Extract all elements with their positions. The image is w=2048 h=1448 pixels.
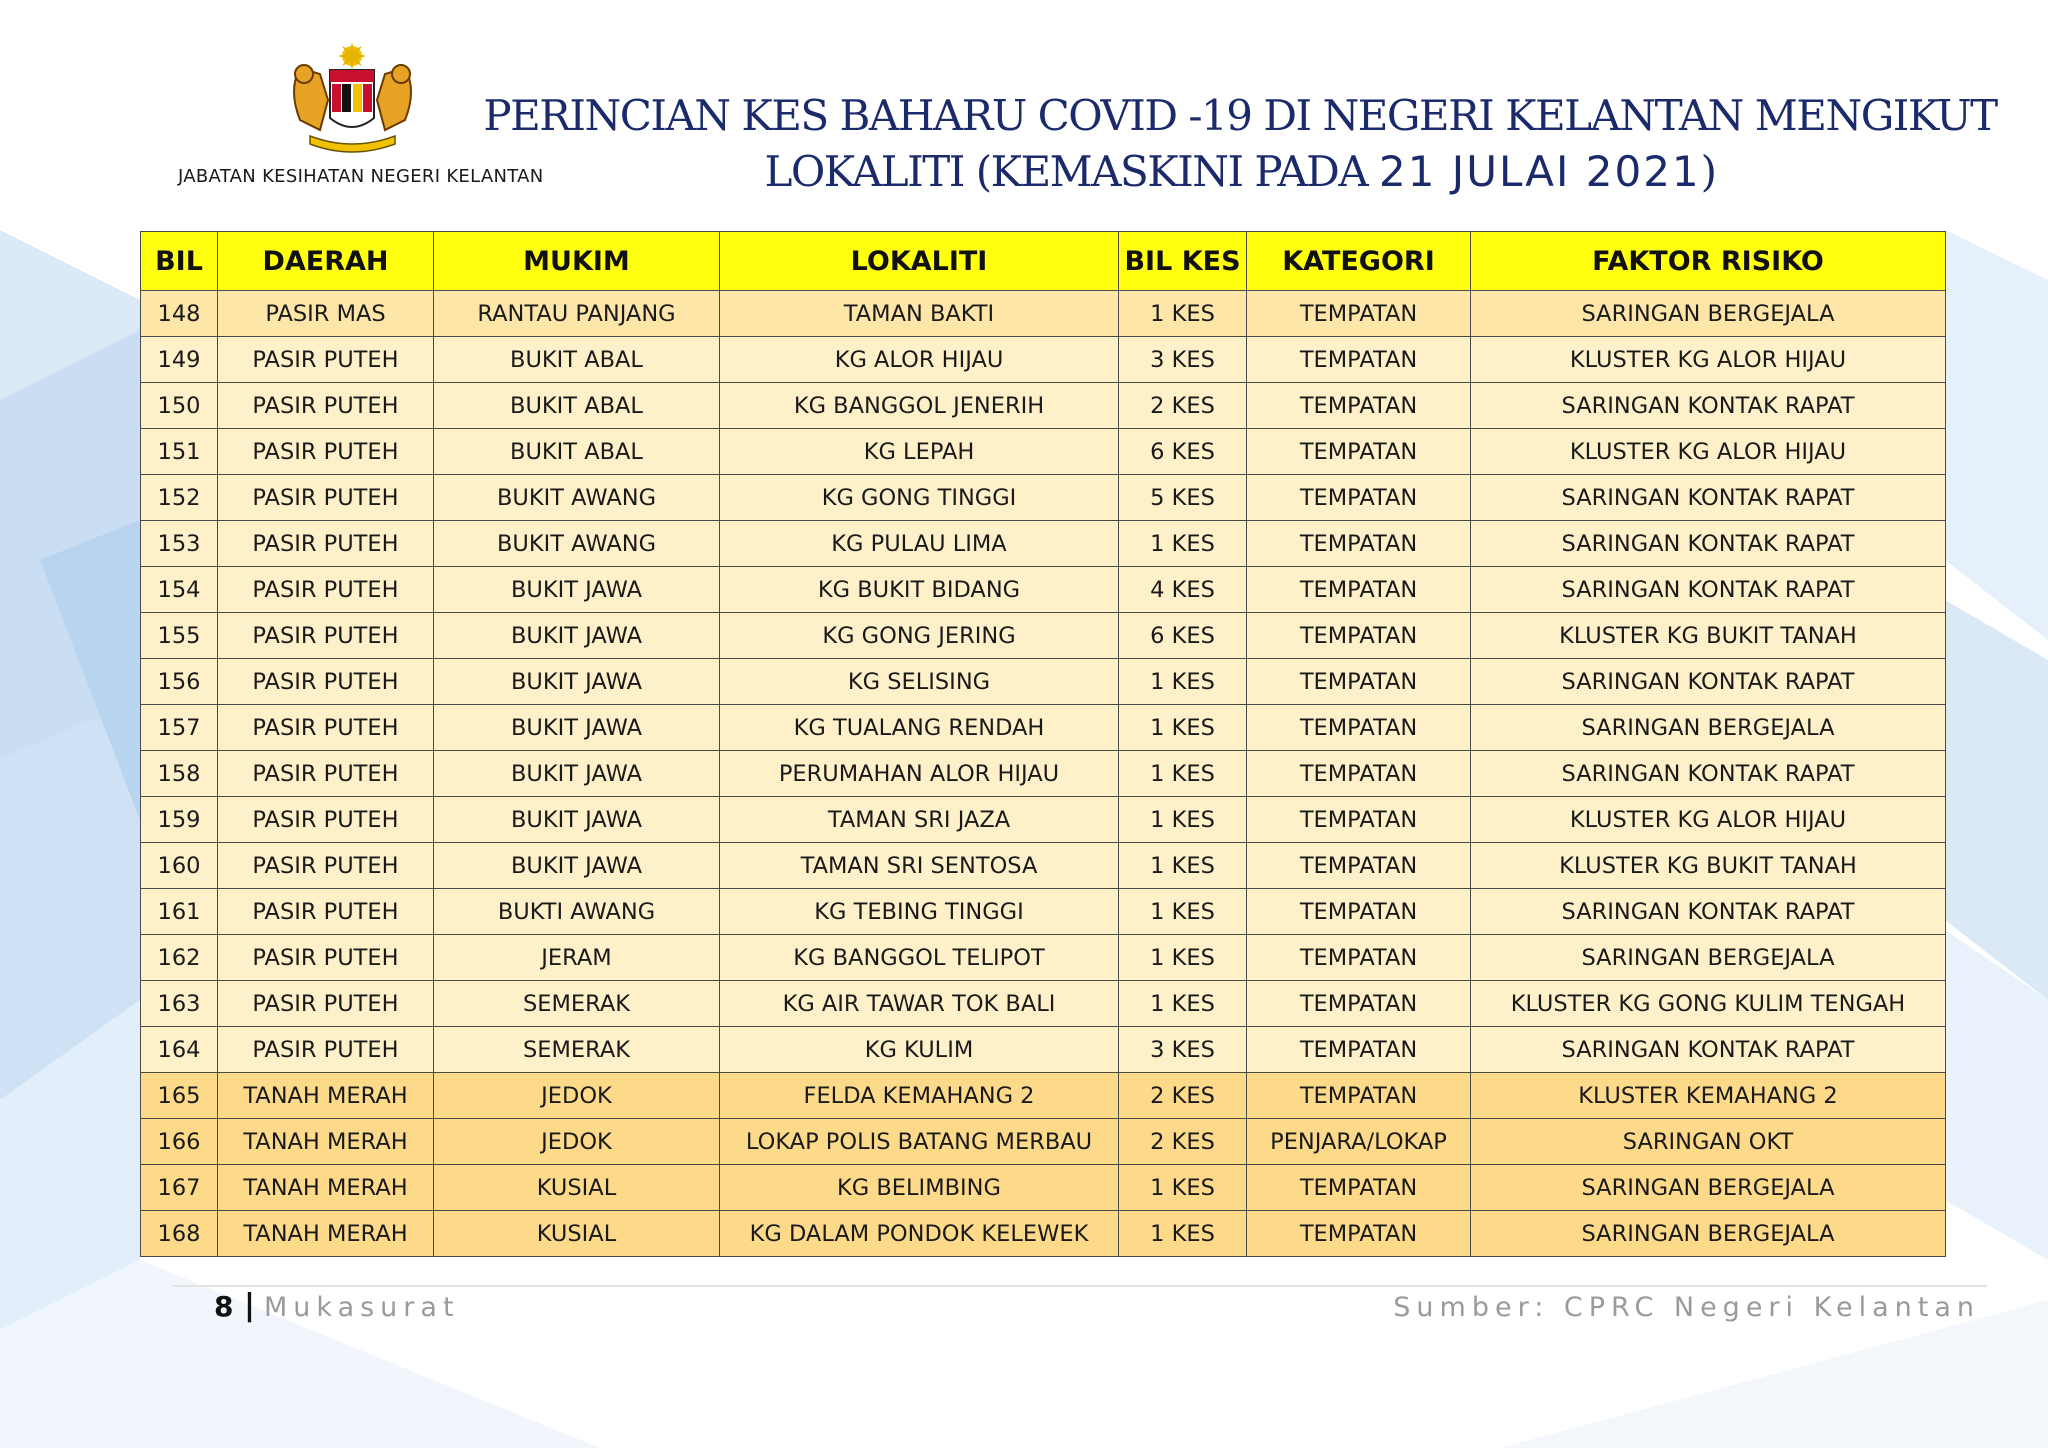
table-row (141, 567, 1946, 613)
cell-lokaliti: KG PULAU LIMA (720, 521, 1119, 567)
cell-bil-kes: 3 KES (1119, 1027, 1247, 1073)
cell-bil-kes: 1 KES (1119, 935, 1247, 981)
cell-faktor-risiko: SARINGAN BERGEJALA (1471, 935, 1946, 981)
col-header-lokaliti: LOKALITI (720, 232, 1119, 291)
cell-kategori: TEMPATAN (1247, 889, 1471, 935)
table-row (141, 613, 1946, 659)
cell-bil: 152 (141, 475, 218, 521)
table-row (141, 843, 1946, 889)
cell-daerah: PASIR PUTEH (218, 613, 434, 659)
table-row (141, 659, 1946, 705)
cell-faktor-risiko: KLUSTER KG ALOR HIJAU (1471, 797, 1946, 843)
cell-lokaliti: KG KULIM (720, 1027, 1119, 1073)
cell-lokaliti: LOKAP POLIS BATANG MERBAU (720, 1119, 1119, 1165)
cell-kategori: TEMPATAN (1247, 383, 1471, 429)
cell-bil-kes: 1 KES (1119, 291, 1247, 337)
cell-bil: 158 (141, 751, 218, 797)
cell-daerah: TANAH MERAH (218, 1165, 434, 1211)
cell-mukim: BUKIT JAWA (434, 613, 720, 659)
table-row (141, 1027, 1946, 1073)
col-header-faktor-risiko: FAKTOR RISIKO (1471, 232, 1946, 291)
cell-bil-kes: 1 KES (1119, 1211, 1247, 1257)
table-body (141, 291, 1946, 1257)
cell-daerah: TANAH MERAH (218, 1119, 434, 1165)
cell-daerah: PASIR PUTEH (218, 797, 434, 843)
page-header (0, 0, 2048, 225)
cell-daerah: PASIR PUTEH (218, 475, 434, 521)
table-row (141, 429, 1946, 475)
cell-bil: 153 (141, 521, 218, 567)
cell-daerah: PASIR PUTEH (218, 521, 434, 567)
cell-faktor-risiko: SARINGAN KONTAK RAPAT (1471, 659, 1946, 705)
cell-daerah: PASIR PUTEH (218, 383, 434, 429)
cell-bil-kes: 1 KES (1119, 659, 1247, 705)
cell-bil-kes: 4 KES (1119, 567, 1247, 613)
cell-daerah: PASIR MAS (218, 291, 434, 337)
cell-bil-kes: 6 KES (1119, 613, 1247, 659)
table-row (141, 1073, 1946, 1119)
cell-faktor-risiko: KLUSTER KG ALOR HIJAU (1471, 337, 1946, 383)
cell-faktor-risiko: SARINGAN KONTAK RAPAT (1471, 889, 1946, 935)
cell-faktor-risiko: SARINGAN BERGEJALA (1471, 1211, 1946, 1257)
cell-bil: 160 (141, 843, 218, 889)
cell-mukim: BUKIT ABAL (434, 383, 720, 429)
cell-mukim: BUKIT JAWA (434, 705, 720, 751)
cell-lokaliti: FELDA KEMAHANG 2 (720, 1073, 1119, 1119)
page-label: Mukasurat (264, 1292, 460, 1323)
cell-daerah: PASIR PUTEH (218, 843, 434, 889)
cell-kategori: TEMPATAN (1247, 521, 1471, 567)
table-row (141, 1119, 1946, 1165)
cell-faktor-risiko: SARINGAN KONTAK RAPAT (1471, 521, 1946, 567)
cell-faktor-risiko: SARINGAN KONTAK RAPAT (1471, 1027, 1946, 1073)
cell-bil: 157 (141, 705, 218, 751)
cell-mukim: BUKIT ABAL (434, 337, 720, 383)
cell-bil: 155 (141, 613, 218, 659)
cell-bil: 156 (141, 659, 218, 705)
cell-bil-kes: 1 KES (1119, 1165, 1247, 1211)
cell-kategori: TEMPATAN (1247, 843, 1471, 889)
cell-mukim: SEMERAK (434, 1027, 720, 1073)
col-header-bil-kes: BIL KES (1119, 232, 1247, 291)
table-row (141, 291, 1946, 337)
cell-lokaliti: KG BELIMBING (720, 1165, 1119, 1211)
cell-bil: 168 (141, 1211, 218, 1257)
table-row (141, 889, 1946, 935)
page-number: 8 (214, 1290, 234, 1323)
cell-mukim: BUKIT JAWA (434, 659, 720, 705)
cell-kategori: TEMPATAN (1247, 475, 1471, 521)
cell-kategori: TEMPATAN (1247, 981, 1471, 1027)
cell-bil: 150 (141, 383, 218, 429)
cell-mukim: SEMERAK (434, 981, 720, 1027)
cell-mukim: BUKIT ABAL (434, 429, 720, 475)
cases-table (140, 231, 1946, 1257)
table-row (141, 521, 1946, 567)
cell-mukim: BUKIT JAWA (434, 797, 720, 843)
cell-kategori: TEMPATAN (1247, 751, 1471, 797)
cell-bil: 167 (141, 1165, 218, 1211)
cell-kategori: TEMPATAN (1247, 337, 1471, 383)
cell-faktor-risiko: SARINGAN KONTAK RAPAT (1471, 567, 1946, 613)
cell-mukim: BUKIT AWANG (434, 521, 720, 567)
cell-lokaliti: KG BANGGOL TELIPOT (720, 935, 1119, 981)
table-header-row (141, 232, 1946, 291)
cell-faktor-risiko: KLUSTER KG GONG KULIM TENGAH (1471, 981, 1946, 1027)
cell-faktor-risiko: SARINGAN OKT (1471, 1119, 1946, 1165)
cell-daerah: PASIR PUTEH (218, 981, 434, 1027)
cell-lokaliti: KG BANGGOL JENERIH (720, 383, 1119, 429)
table-row (141, 797, 1946, 843)
table-row (141, 751, 1946, 797)
cell-faktor-risiko: SARINGAN BERGEJALA (1471, 705, 1946, 751)
cell-bil-kes: 2 KES (1119, 383, 1247, 429)
table-row (141, 383, 1946, 429)
table-row (141, 981, 1946, 1027)
cell-lokaliti: KG LEPAH (720, 429, 1119, 475)
cell-lokaliti: KG SELISING (720, 659, 1119, 705)
cell-bil-kes: 2 KES (1119, 1119, 1247, 1165)
cell-lokaliti: TAMAN SRI SENTOSA (720, 843, 1119, 889)
cell-bil-kes: 5 KES (1119, 475, 1247, 521)
table-row (141, 475, 1946, 521)
table-row (141, 705, 1946, 751)
cell-faktor-risiko: KLUSTER KG BUKIT TANAH (1471, 843, 1946, 889)
cell-mukim: JERAM (434, 935, 720, 981)
cell-mukim: JEDOK (434, 1119, 720, 1165)
table-row (141, 337, 1946, 383)
cell-lokaliti: KG ALOR HIJAU (720, 337, 1119, 383)
cell-bil: 162 (141, 935, 218, 981)
cell-daerah: PASIR PUTEH (218, 567, 434, 613)
cell-mukim: KUSIAL (434, 1211, 720, 1257)
cell-kategori: PENJARA/LOKAP (1247, 1119, 1471, 1165)
col-header-mukim: MUKIM (434, 232, 720, 291)
cell-kategori: TEMPATAN (1247, 1073, 1471, 1119)
cell-mukim: BUKIT AWANG (434, 475, 720, 521)
col-header-daerah: DAERAH (218, 232, 434, 291)
cell-bil-kes: 1 KES (1119, 889, 1247, 935)
cell-lokaliti: KG BUKIT BIDANG (720, 567, 1119, 613)
cell-kategori: TEMPATAN (1247, 659, 1471, 705)
cell-bil-kes: 3 KES (1119, 337, 1247, 383)
cell-bil: 151 (141, 429, 218, 475)
cell-kategori: TEMPATAN (1247, 291, 1471, 337)
cell-bil: 161 (141, 889, 218, 935)
cell-lokaliti: TAMAN BAKTI (720, 291, 1119, 337)
cell-faktor-risiko: KLUSTER KG BUKIT TANAH (1471, 613, 1946, 659)
cell-bil-kes: 1 KES (1119, 797, 1247, 843)
cell-daerah: TANAH MERAH (218, 1211, 434, 1257)
page-separator: | (244, 1288, 255, 1323)
title-line-2 (470, 144, 2010, 200)
cell-mukim: JEDOK (434, 1073, 720, 1119)
cell-kategori: TEMPATAN (1247, 705, 1471, 751)
cell-bil: 165 (141, 1073, 218, 1119)
cell-daerah: PASIR PUTEH (218, 935, 434, 981)
cell-bil-kes: 1 KES (1119, 981, 1247, 1027)
cell-lokaliti: KG TUALANG RENDAH (720, 705, 1119, 751)
cell-bil-kes: 1 KES (1119, 843, 1247, 889)
cell-kategori: TEMPATAN (1247, 1211, 1471, 1257)
footer-divider (172, 1285, 1987, 1287)
col-header-kategori: KATEGORI (1247, 232, 1471, 291)
cell-bil: 166 (141, 1119, 218, 1165)
cell-kategori: TEMPATAN (1247, 797, 1471, 843)
cell-daerah: PASIR PUTEH (218, 659, 434, 705)
cell-kategori: TEMPATAN (1247, 429, 1471, 475)
title-line-1: PERINCIAN KES BAHARU COVID -19 DI NEGERI KELANTAN MENGIKUT (483, 91, 1997, 140)
cell-daerah: PASIR PUTEH (218, 705, 434, 751)
cell-faktor-risiko: SARINGAN KONTAK RAPAT (1471, 383, 1946, 429)
cell-lokaliti: KG GONG JERING (720, 613, 1119, 659)
title-suffix: ) (1700, 147, 1716, 196)
cell-bil-kes: 6 KES (1119, 429, 1247, 475)
cell-mukim: BUKTI AWANG (434, 889, 720, 935)
cell-faktor-risiko: KLUSTER KEMAHANG 2 (1471, 1073, 1946, 1119)
cell-mukim: BUKIT JAWA (434, 567, 720, 613)
cell-mukim: BUKIT JAWA (434, 751, 720, 797)
cell-bil: 148 (141, 291, 218, 337)
cell-daerah: PASIR PUTEH (218, 751, 434, 797)
source-credit: Sumber: CPRC Negeri Kelantan (1393, 1292, 1980, 1323)
cell-faktor-risiko: SARINGAN KONTAK RAPAT (1471, 475, 1946, 521)
title-prefix: LOKALITI (KEMASKINI PADA (764, 147, 1368, 196)
cell-bil: 164 (141, 1027, 218, 1073)
table-row (141, 1211, 1946, 1257)
cell-kategori: TEMPATAN (1247, 1027, 1471, 1073)
cell-mukim: RANTAU PANJANG (434, 291, 720, 337)
cell-kategori: TEMPATAN (1247, 613, 1471, 659)
cell-lokaliti: TAMAN SRI JAZA (720, 797, 1119, 843)
page-title (470, 88, 2010, 200)
cell-mukim: KUSIAL (434, 1165, 720, 1211)
cell-lokaliti: PERUMAHAN ALOR HIJAU (720, 751, 1119, 797)
cell-lokaliti: KG TEBING TINGGI (720, 889, 1119, 935)
cell-bil: 163 (141, 981, 218, 1027)
cell-bil-kes: 1 KES (1119, 521, 1247, 567)
cell-daerah: TANAH MERAH (218, 1073, 434, 1119)
cell-lokaliti: KG DALAM PONDOK KELEWEK (720, 1211, 1119, 1257)
cell-bil: 149 (141, 337, 218, 383)
cell-faktor-risiko: SARINGAN BERGEJALA (1471, 1165, 1946, 1211)
title-date: 21 JULAI 2021 (1379, 147, 1701, 196)
cell-faktor-risiko: SARINGAN KONTAK RAPAT (1471, 751, 1946, 797)
col-header-bil: BIL (141, 232, 218, 291)
cell-faktor-risiko: KLUSTER KG ALOR HIJAU (1471, 429, 1946, 475)
cell-daerah: PASIR PUTEH (218, 429, 434, 475)
cell-daerah: PASIR PUTEH (218, 889, 434, 935)
table-row (141, 1165, 1946, 1211)
coat-of-arms-emblem (270, 40, 435, 160)
cell-bil: 154 (141, 567, 218, 613)
cell-lokaliti: KG AIR TAWAR TOK BALI (720, 981, 1119, 1027)
cell-mukim: BUKIT JAWA (434, 843, 720, 889)
cell-kategori: TEMPATAN (1247, 935, 1471, 981)
cell-bil-kes: 1 KES (1119, 751, 1247, 797)
cell-bil-kes: 1 KES (1119, 705, 1247, 751)
cell-bil: 159 (141, 797, 218, 843)
cell-daerah: PASIR PUTEH (218, 1027, 434, 1073)
table-row (141, 935, 1946, 981)
department-name: JABATAN KESIHATAN NEGERI KELANTAN (178, 166, 544, 187)
cell-bil-kes: 2 KES (1119, 1073, 1247, 1119)
cell-daerah: PASIR PUTEH (218, 337, 434, 383)
cell-kategori: TEMPATAN (1247, 1165, 1471, 1211)
cell-lokaliti: KG GONG TINGGI (720, 475, 1119, 521)
cell-kategori: TEMPATAN (1247, 567, 1471, 613)
cell-faktor-risiko: SARINGAN BERGEJALA (1471, 291, 1946, 337)
